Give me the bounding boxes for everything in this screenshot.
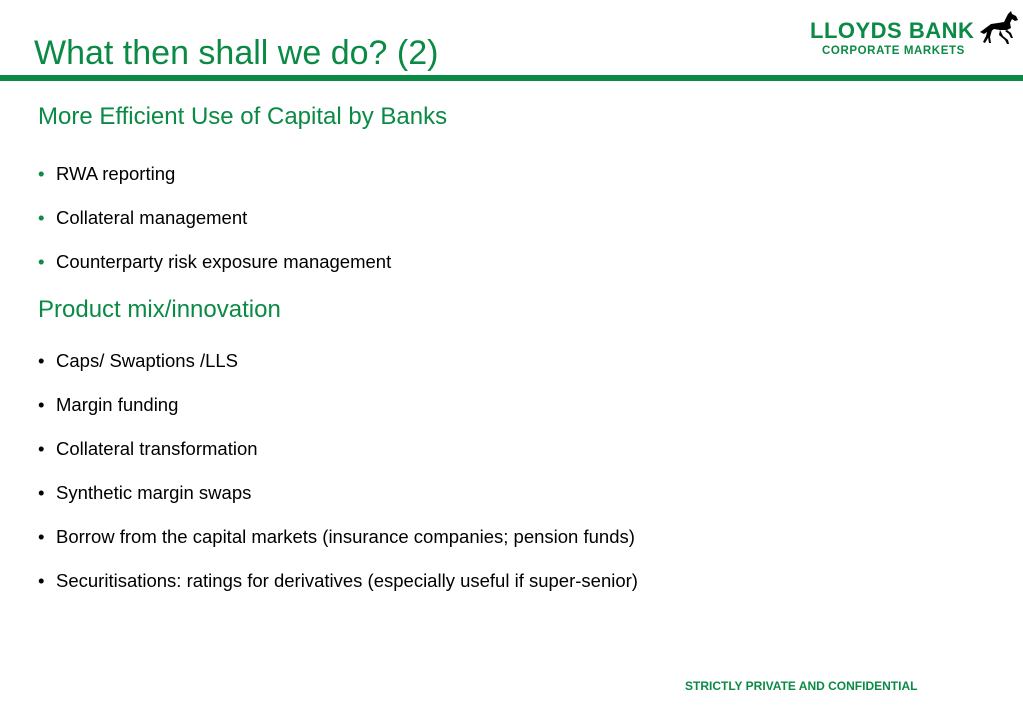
capital-bullet-list	[38, 162, 391, 294]
list-item-text: RWA reporting	[56, 163, 176, 184]
section-heading-capital: More Efficient Use of Capital by Banks	[38, 103, 448, 130]
list-item-text: Collateral management	[56, 207, 248, 228]
bullet-icon: •	[38, 570, 45, 591]
list-item	[38, 250, 391, 294]
header-divider	[0, 75, 1023, 81]
list-item	[38, 569, 638, 613]
product-mix-bullet-list	[38, 349, 638, 613]
logo-name: LLOYDS BANK	[810, 18, 975, 43]
list-item	[38, 393, 638, 437]
list-item	[38, 525, 638, 569]
section-heading-product-mix: Product mix/innovation	[38, 296, 281, 323]
list-item	[38, 349, 638, 393]
bullet-icon: •	[38, 394, 45, 415]
confidentiality-footer: STRICTLY PRIVATE AND CONFIDENTIAL	[685, 679, 918, 693]
bullet-icon: •	[38, 350, 45, 371]
logo-subtitle: CORPORATE MARKETS	[822, 45, 965, 57]
bullet-icon: •	[38, 482, 45, 503]
list-item-text: Counterparty risk exposure management	[56, 251, 392, 272]
list-item-text: Borrow from the capital markets (insurance companies; pension funds)	[56, 526, 635, 547]
black-horse-icon	[978, 10, 1020, 48]
list-item	[38, 481, 638, 525]
list-item-text: Margin funding	[56, 394, 179, 415]
list-item-text: Securitisations: ratings for derivatives (especially useful if super-senior)	[56, 570, 638, 591]
list-item-text: Collateral transformation	[56, 438, 258, 459]
list-item-text: Synthetic margin swaps	[56, 482, 252, 503]
bullet-icon: •	[38, 251, 45, 272]
bullet-icon: •	[38, 438, 45, 459]
page-title: What then shall we do? (2)	[34, 34, 439, 72]
list-item	[38, 437, 638, 481]
bullet-icon: •	[38, 163, 45, 184]
bullet-icon: •	[38, 207, 45, 228]
lloyds-bank-logo	[806, 10, 1018, 62]
list-item-text: Caps/ Swaptions /LLS	[56, 350, 239, 371]
list-item	[38, 206, 391, 250]
bullet-icon: •	[38, 526, 45, 547]
list-item	[38, 162, 391, 206]
